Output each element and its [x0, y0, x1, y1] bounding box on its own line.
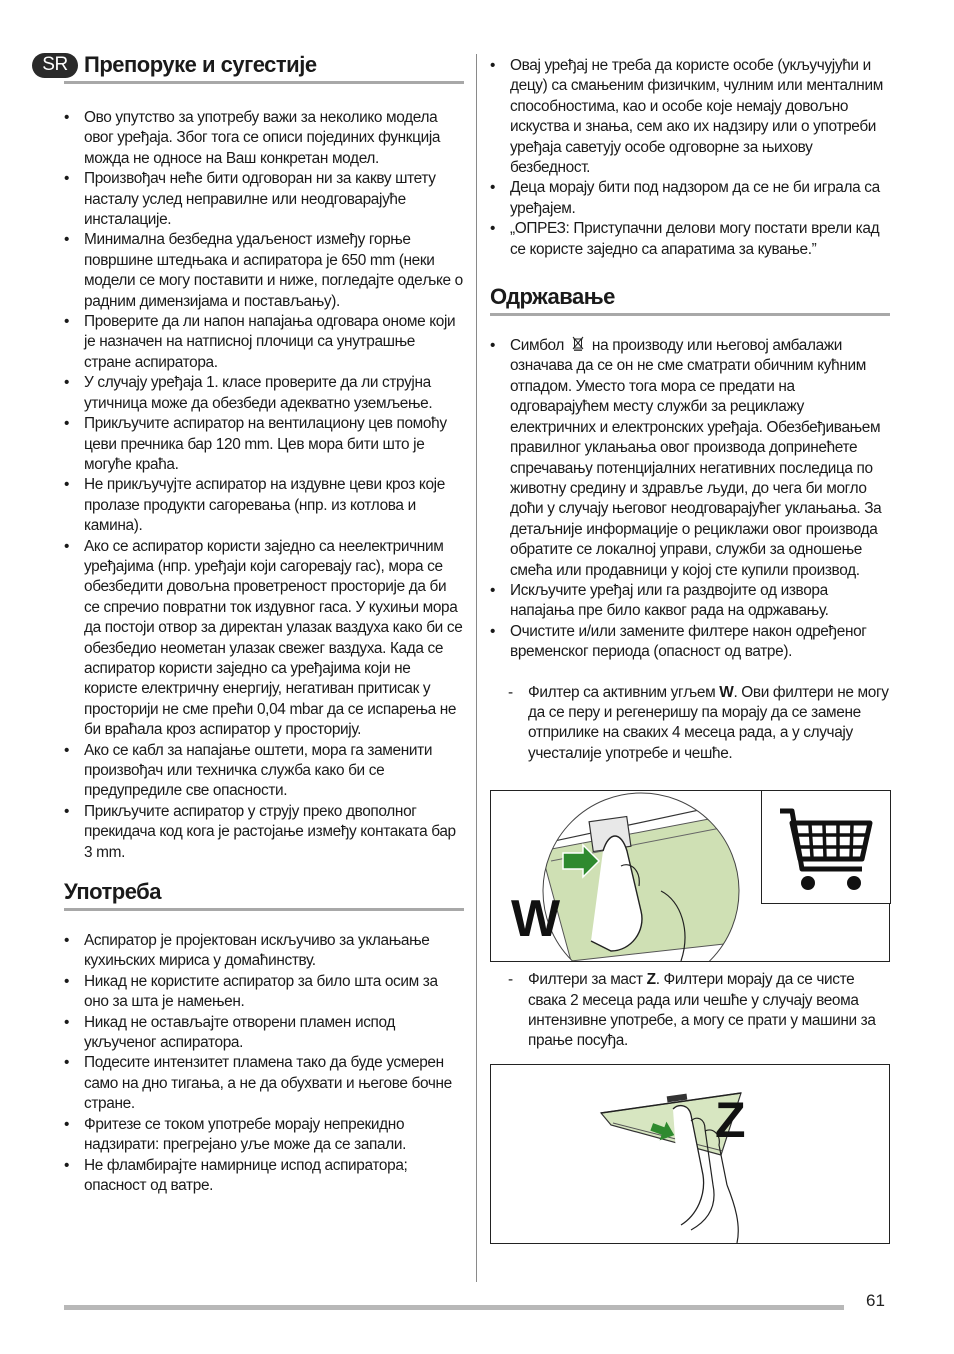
heading-text: Употреба	[64, 879, 162, 905]
grease-filter-illustration	[491, 1065, 889, 1243]
list-item: • Подесите интензитет пламена тако да буде усмерен само на дно тигања, а не да обухвати и његове бочне стране.	[64, 1053, 464, 1114]
list-item: • „ОПРЕЗ: Приступачни делови могу постати врели кад се користе заједно са апаратима за кување.”	[490, 219, 890, 260]
page-number: 61	[866, 1291, 885, 1310]
list-item: • Прикључите аспиратор на вентилациону цев помоћу цеви пречника бар 120 mm. Цев мора бити што је могуће краћа.	[64, 414, 464, 475]
filter-z-letter: Z	[646, 971, 656, 989]
column-divider	[476, 54, 477, 1282]
list-item: • Ако се кабл за напајање оштети, мора га заменити произвођач или техничка служба како би се предупредиле све опасности.	[64, 741, 464, 802]
list-item: • Проверите да ли напон напајања одговара ономе који је назначен на натписној плочици са унутрашње стране аспиратора.	[64, 312, 464, 373]
heading-text: Препоруке и сугестије	[84, 52, 317, 77]
filter-w-description	[490, 683, 890, 765]
list-item: • Деца морају бити под надзором да се не би играла са уређајем.	[490, 178, 890, 219]
filter-z-prefix: Филтери за маст	[528, 971, 643, 989]
list-item: • Не прикључујте аспиратор на издувне цеви кроз које пролазе продукти сагоревања (нпр. из котлова и камина).	[64, 475, 464, 536]
crossed-bin-icon	[572, 336, 584, 351]
section-heading-maintenance	[490, 284, 890, 316]
list-item: • Ако се аспиратор користи заједно са неелектричним уређајима (нпр. уређаји који сагоревају гас), мора се обезбедити довољна проветреност просторије да би се спречио повратни ток издувног гаса. У кухињи мора да постоји отвор за директан улазак ваздуха како би се обезбедио неометан улазак свежег ваздуха. Када се аспиратор користи заједно са уређајима који не користе електричну енергију, негативан притисак у просторији не сме прећи 0,04 mbar да се испарења не би враћала кроз аспиратор у просторију.	[64, 537, 464, 741]
shopping-cart-icon	[762, 791, 890, 903]
filter-z-description	[490, 970, 890, 1052]
list-item: • Аспиратор је пројектован искључиво за уклањање кухињских мириса у домаћинству.	[64, 931, 464, 972]
list-item: • Ово упутство за употребу важи за неколико модела овог уређаја. Због тога се описи појединих функција можда не односе на Ваш конкретан модел.	[64, 108, 464, 169]
safety-list	[490, 56, 890, 260]
list-item: • Прикључите аспиратор у струју преко двополног прекидача код кога је растојање између контаката бар 3 mm.	[64, 802, 464, 863]
dash-marker: -	[508, 971, 513, 989]
figure-filter-w	[490, 790, 890, 962]
list-item: • У случају уређаја 1. класе проверите да ли струјна утичница може да обезбеди адекватно уземљење.	[64, 373, 464, 414]
usage-list	[64, 931, 464, 1196]
figure-z-letter: Z	[715, 1091, 746, 1148]
figure-filter-z	[490, 1064, 890, 1244]
dash-marker: -	[508, 683, 513, 701]
list-item: • Никад не остављајте отворени пламен испод укљученог аспиратора.	[64, 1013, 464, 1054]
symbol-description: на производу или његовој амбалажи означава да се он не сме сматрати обичним кућним отпадом. Уместо тога мора се предати на одговарајућем месту служби за рециклажу електричних и електронских уређаја. Обезбеђивањем правилног уклањања овог производа допринећете спречавању потенцијалних негативних последица по животну средину и здравље људи, до чега би могло доћи у случају његовог неодговарајућег уклањања. За детаљније информације о рециклажи овог производа обратите се локалној управи, служби за одношење смећа или продавници у којој сте купили производ.	[510, 337, 882, 579]
language-badge: SR	[32, 53, 78, 78]
list-item: • Минимална безбедна удаљеност између горње површине штедњака и аспиратора је 650 mm (неки модели се могу поставити и ниже, погледајте одељке о радним димензијама и постављању).	[64, 230, 464, 312]
maintenance-list	[490, 336, 890, 663]
left-column	[42, 52, 464, 1196]
symbol-prefix: Симбол	[510, 337, 565, 355]
recommendations-list	[64, 108, 464, 863]
list-item: • Фритезе се током употребе морају непрекидно надзирати: прегрејано уље може да се запали.	[64, 1115, 464, 1156]
list-item: • Очистите и/или замените филтере након одређеног временског периода (опасност од ватре).	[490, 622, 890, 663]
filter-w-suffix: . Ови филтери не могу да се перу и регенеришу па морају да се замене отприлике на сваких 4 месеца рада, а у случају учесталије употребе и чешће.	[528, 683, 889, 762]
filter-w-prefix: Филтер са активним угљем	[528, 683, 716, 701]
list-item: • Овај уређај не треба да користе особе (укључујући и децу) са смањеним физичким, чулним или менталним способностима, као и особе које немају довољно искуства и знања, сем ако их надзиру или о употреби уређаја саветују особе одговорне за њихову безбедност.	[490, 56, 890, 178]
heading-text: Одржавање	[490, 284, 615, 310]
filter-removal-illustration	[491, 791, 759, 961]
list-item: • Произвођач неће бити одговоран ни за какву штету насталу услед неправилне или неодговарајуће инсталације.	[64, 169, 464, 230]
cart-panel	[761, 790, 891, 904]
footer-rule	[64, 1305, 844, 1310]
section-heading-recommendations	[42, 52, 464, 84]
list-item: • Искључите уређај или га раздвојите од извора напајања пре било каквог рада на одржавању.	[490, 581, 890, 622]
section-heading-usage	[64, 879, 464, 911]
filter-z-suffix: . Филтери морају да се чисте свака 2 месеца рада или чешће у случају веома интензивне употребе, а могу се прати у машини за прање посуђа.	[528, 971, 876, 1050]
right-column	[490, 52, 890, 1244]
filter-w-letter: W	[719, 683, 734, 701]
list-item: • Никад не користите аспиратор за било шта осим за оно за шта је намењен.	[64, 972, 464, 1013]
list-item	[490, 336, 890, 581]
figure-w-letter: W	[511, 890, 561, 949]
list-item: • Не фламбирајте намирнице испод аспиратора; опасност од ватре.	[64, 1156, 464, 1197]
